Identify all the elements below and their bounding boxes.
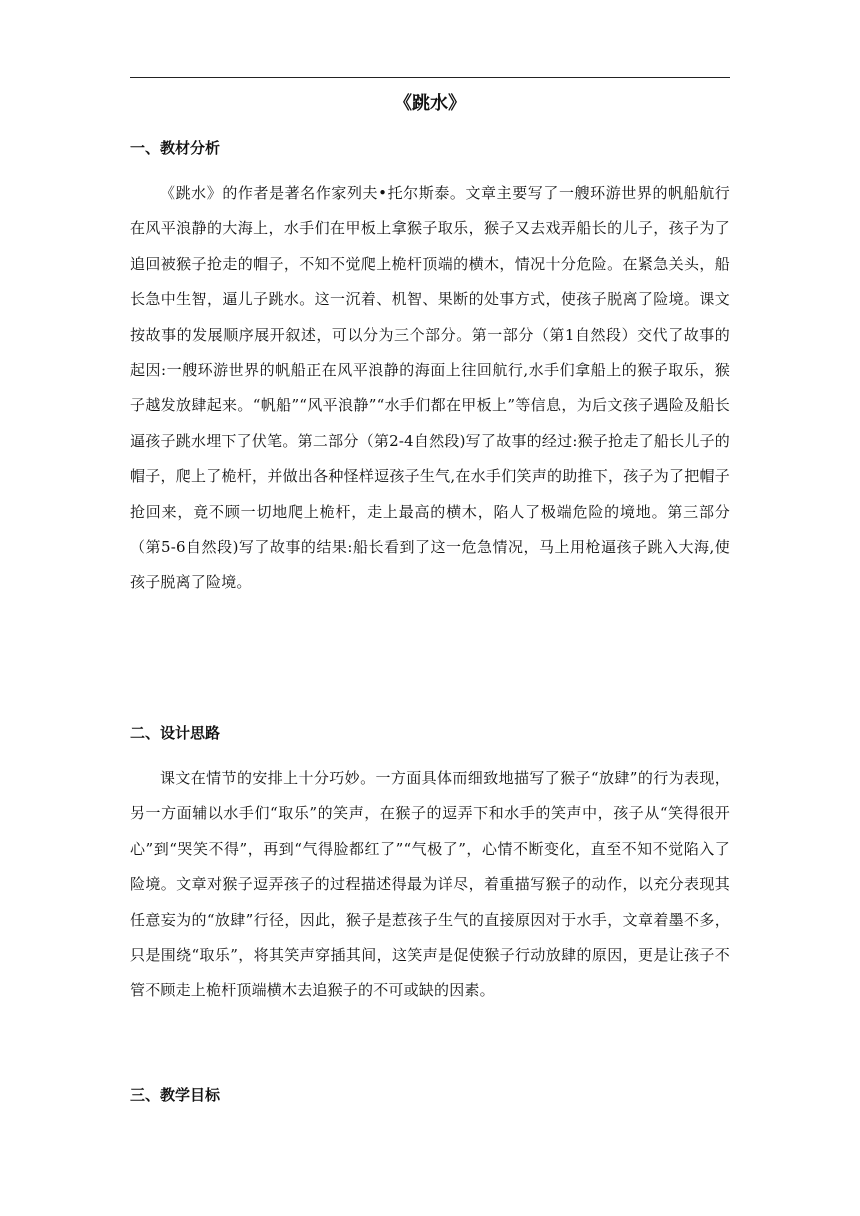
section-heading-design-idea: 二、设计思路 [130, 724, 221, 742]
section-heading-textbook-analysis: 一、教材分析 [130, 139, 221, 157]
section-paragraph-design-idea: 课文在情节的安排上十分巧妙。一方面具体而细致地描写了猴子“放肆”的行为表现，另一方面辅以水手们“取乐”的笑声，在猴子的逗弄下和水手的笑声中，孩子从“笑得很开心”到“哭笑不得”，再到“气得脸都红了”“气极了”，心情不断变化，直至不知不觉陷入了险境。文章对猴子逗弄孩子的过程描述得最为详尽，着重描写猴子的动作，以充分表现其任意妄为的“放肆”行径，因此，猴子是惹孩子生气的直接原因对于水手，文章着墨不多，只是围绕“取乐”，将其笑声穿插其间，这笑声是促使猴子行动放肆的原因，更是让孩子不管不顾走上桅杆顶端横木去追猴子的不可或缺的因素。 [130, 769, 730, 1000]
section-paragraph-textbook-analysis: 《跳水》的作者是著名作家列夫•托尔斯泰。文章主要写了一艘环游世界的帆船航行在风平浪静的大海上，水手们在甲板上拿猴子取乐，猴子又去戏弄船长的儿子，孩子为了追回被猴子抢走的帽子，不知不觉爬上桅杆顶端的横木，情况十分危险。在紧急关头，船长急中生智，逼儿子跳水。这一沉着、机智、果断的处事方式，使孩子脱离了险境。课文按故事的发展顺序展开叙述，可以分为三个部分。第一部分（第1自然段）交代了故事的起因:一艘环游世界的帆船正在风平浪静的海面上往回航行,水手们拿船上的猴子取乐，猴子越发放肆起来。“帆船”“风平浪静”“水手们都在甲板上”等信息，为后文孩子遇险及船长逼孩子跳水埋下了伏笔。第二部分（第2-4自然段)写了故事的经过:猴子抢走了船长儿子的帽子，爬上了桅杆，并做出各种怪样逗孩子生气,在水手们笑声的助推下，孩子为了把帽子抢回来，竟不顾一切地爬上桅杆，走上最高的横木，陷人了极端危险的境地。第三部分（第5-6自然段)写了故事的结果:船长看到了这一危急情况，马上用枪逼孩子跳入大海,使孩子脱离了险境。 [130, 184, 730, 592]
document-title: 《跳水》 [394, 93, 466, 114]
section-heading-teaching-goals: 三、教学目标 [130, 1086, 221, 1104]
header-rule [130, 77, 730, 78]
